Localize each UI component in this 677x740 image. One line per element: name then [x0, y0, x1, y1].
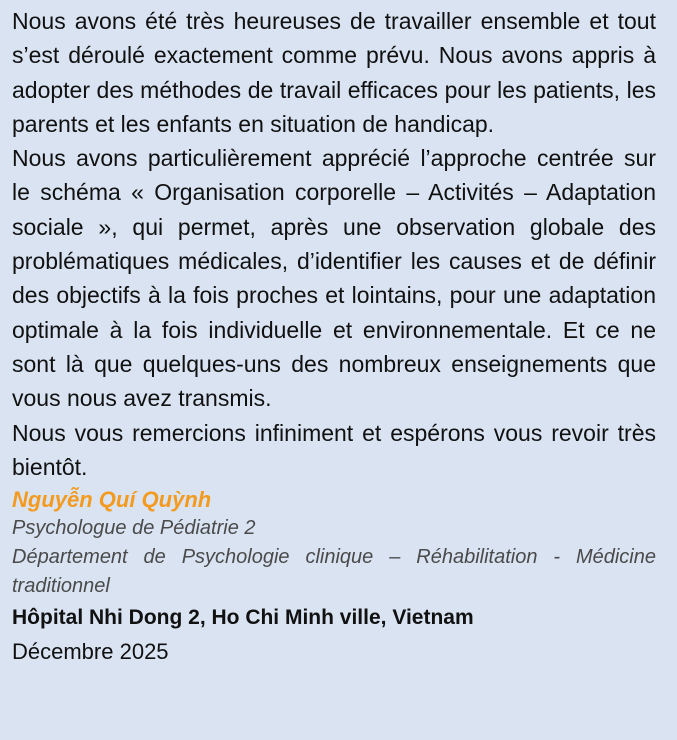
letter-paragraph-2: Nous avons particulièrement apprécié l’approche centrée sur le schéma « Organisation corporelle – Activités – Adaptation sociale », qui permet, après une observation globale des problématiques médicales, d’identifier les causes et de définir des objectifs à la fois proches et lointains, pour une adaptation optimale à la fois individuelle et environnementale. Et ce ne sont là que quelques-uns des nombreux enseignements que vous nous avez transmis. [12, 145, 656, 412]
signature-block [12, 485, 656, 669]
letter-paragraph-3: Nous vous remercions infiniment et espérons vous revoir très bientôt. [12, 419, 656, 480]
letter-date: Décembre 2025 [12, 639, 169, 665]
author-title: Psychologue de Pédiatrie 2 [12, 517, 256, 540]
author-name: Nguyễn Quí Quỳnh [12, 487, 212, 513]
hospital-name: Hôpital Nhi Dong 2, Ho Chi Minh ville, Vietnam [12, 606, 474, 630]
author-department: Département de Psychologie clinique – Réhabilitation - Médicine traditionnel [12, 546, 656, 598]
letter-paragraph-1: Nous avons été très heureuses de travailler ensemble et tout s’est déroulé exactement comme prévu. Nous avons appris à adopter des méthodes de travail efficaces pour les patients, les parents et les enfants en situation de handicap. [12, 8, 656, 137]
